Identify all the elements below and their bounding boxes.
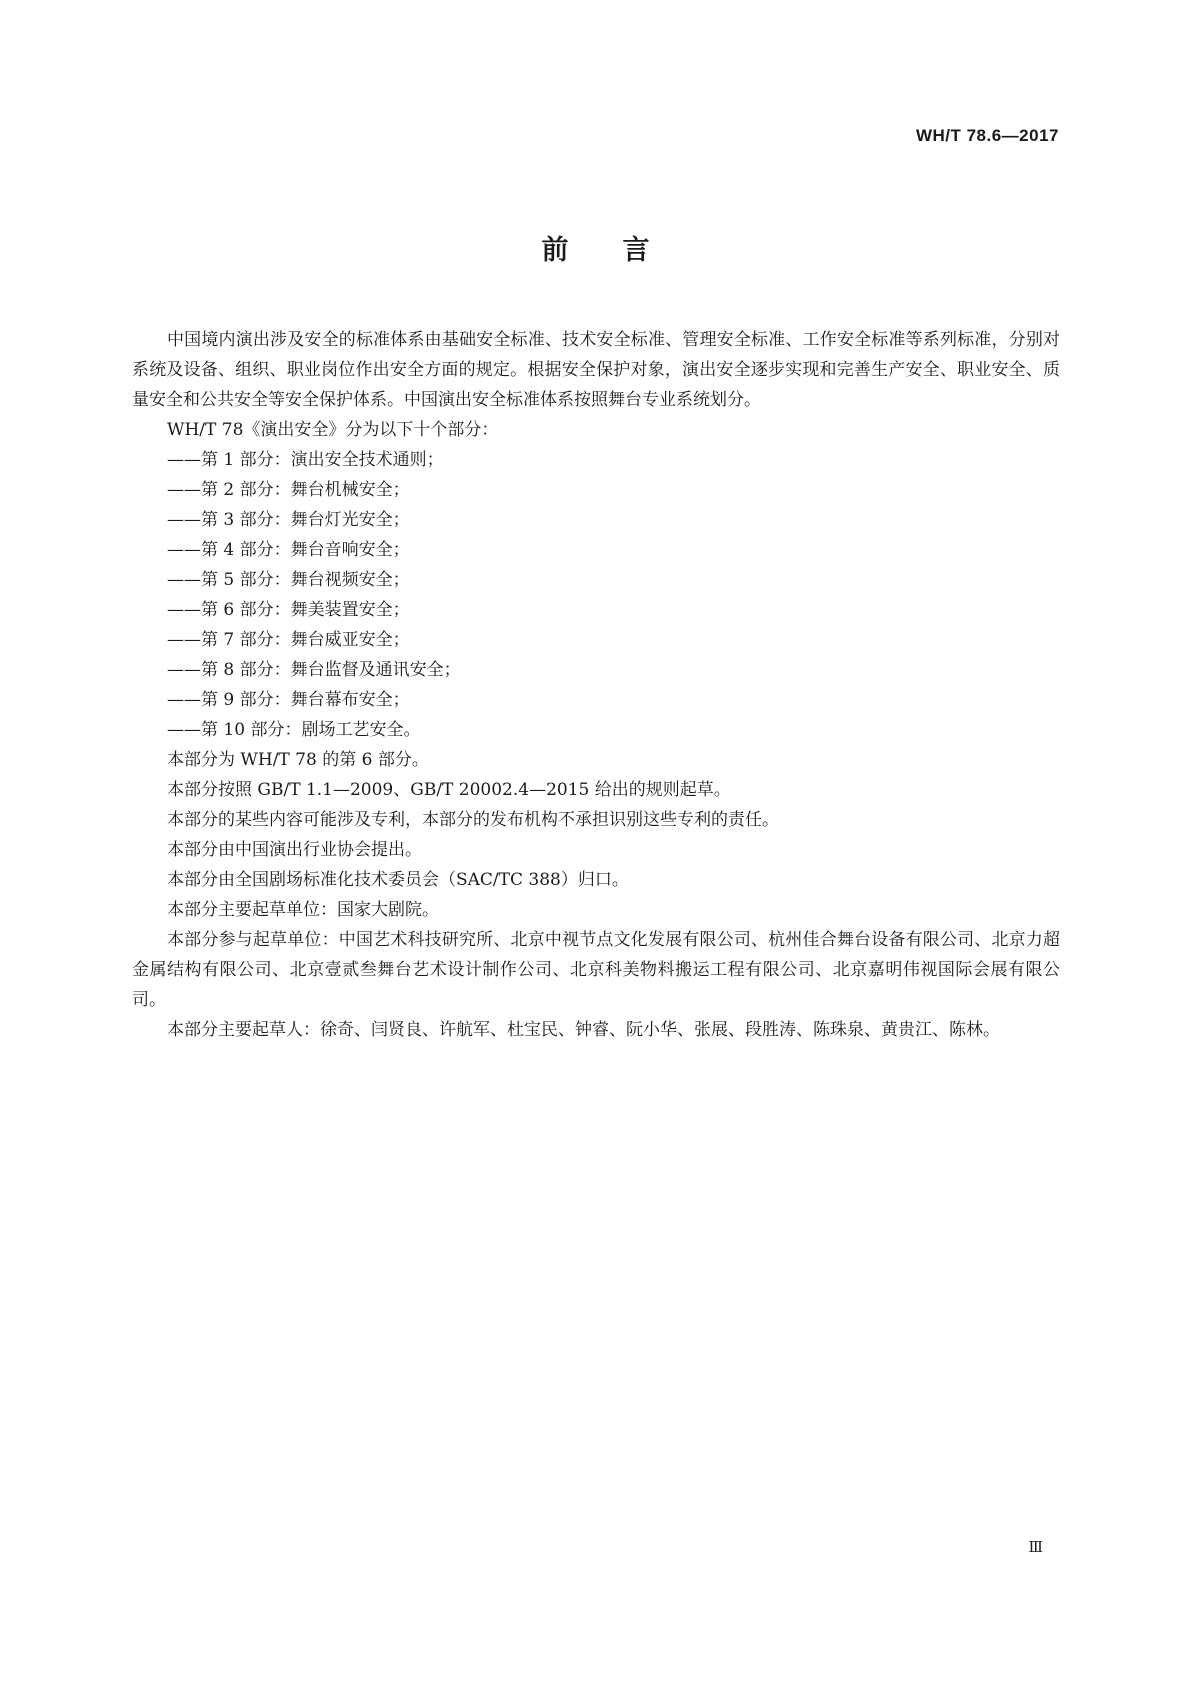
outro-paragraph: 本部分主要起草单位：国家大剧院。 bbox=[167, 900, 439, 920]
part-list-item: ——第 2 部分：舞台机械安全； bbox=[167, 480, 410, 500]
outro-paragraph: 本部分主要起草人：徐奇、闫贤良、许航军、杜宝民、钟睿、阮小华、张展、段胜涛、陈珠泉、黄贵江、陈林。 bbox=[167, 1020, 1000, 1040]
part-list-item: ——第 4 部分：舞台音响安全； bbox=[167, 540, 410, 560]
part-list-item: ——第 10 部分：剧场工艺安全。 bbox=[167, 720, 421, 740]
intro-paragraph: WH/T 78《演出安全》分为以下十个部分： bbox=[167, 420, 499, 440]
outro-paragraph: 本部分的某些内容可能涉及专利，本部分的发布机构不承担识别这些专利的责任。 bbox=[167, 810, 779, 830]
part-list-item: ——第 1 部分：演出安全技术通则； bbox=[167, 450, 444, 470]
page-title: 前言 bbox=[541, 235, 704, 266]
part-list-item: ——第 5 部分：舞台视频安全； bbox=[167, 570, 410, 590]
outro-paragraph: 本部分由中国演出行业协会提出。 bbox=[167, 840, 422, 860]
outro-paragraph: 本部分为 WH/T 78 的第 6 部分。 bbox=[167, 750, 429, 770]
standard-code: WH/T 78.6—2017 bbox=[915, 126, 1059, 145]
foreword-body bbox=[132, 325, 1060, 1045]
intro-paragraph: 中国境内演出涉及安全的标准体系由基础安全标准、技术安全标准、管理安全标准、工作安全标准等系列标准，分别对系统及设备、组织、职业岗位作出安全方面的规定。根据安全保护对象，演出安全逐步实现和完善生产安全、职业安全、质量安全和公共安全等安全保护体系。中国演出安全标准体系按照舞台专业系统划分。 bbox=[132, 330, 1060, 410]
part-list-item: ——第 6 部分：舞美装置安全； bbox=[167, 600, 410, 620]
part-list-item: ——第 7 部分：舞台威亚安全； bbox=[167, 630, 410, 650]
part-list-item: ——第 9 部分：舞台幕布安全； bbox=[167, 690, 410, 710]
outro-paragraph: 本部分由全国剧场标准化技术委员会（SAC/TC 388）归口。 bbox=[167, 870, 629, 890]
outro-paragraph: 本部分按照 GB/T 1.1—2009、GB/T 20002.4—2015 给出的规则起草。 bbox=[167, 780, 731, 800]
part-list-item: ——第 8 部分：舞台监督及通讯安全； bbox=[167, 660, 461, 680]
part-list-item: ——第 3 部分：舞台灯光安全； bbox=[167, 510, 410, 530]
page-number: Ⅲ bbox=[1028, 1538, 1043, 1556]
outro-paragraph: 本部分参与起草单位：中国艺术科技研究所、北京中视节点文化发展有限公司、杭州佳合舞台设备有限公司、北京力超金属结构有限公司、北京壹贰叁舞台艺术设计制作公司、北京科美物料搬运工程有限公司、北京嘉明伟视国际会展有限公司。 bbox=[132, 930, 1060, 1010]
